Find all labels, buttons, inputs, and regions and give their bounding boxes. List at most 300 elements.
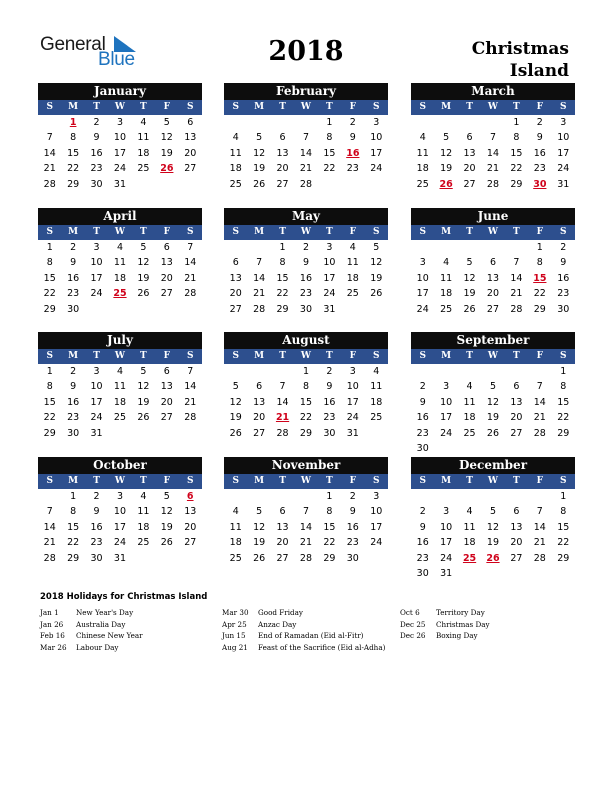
day-cell: 11	[137, 132, 150, 144]
holiday-date: Mar 30	[222, 608, 249, 617]
day-cell: 11	[463, 521, 476, 533]
day-cell: 26	[370, 288, 383, 300]
day-cell: 22	[67, 537, 80, 549]
day-cell: 17	[113, 521, 127, 533]
day-cell: 19	[486, 537, 500, 549]
month-november	[224, 457, 388, 566]
holiday-day-cell: 26	[160, 163, 174, 175]
day-cell: 7	[187, 366, 194, 377]
day-cell: 8	[302, 381, 309, 393]
day-cell: 1	[326, 117, 333, 128]
holiday-date: Jan 26	[40, 619, 64, 629]
day-cell: 26	[463, 303, 476, 315]
weekday-header	[38, 100, 202, 115]
month-title: July	[38, 332, 202, 349]
day-cell: 14	[184, 257, 197, 269]
holiday-name: Feast of the Sacrifice (Eid al-Adha)	[258, 642, 386, 652]
day-cell: 13	[486, 272, 500, 284]
day-cell: 25	[137, 537, 150, 549]
empty-day-cell	[247, 489, 270, 504]
day-cell: 27	[229, 303, 242, 315]
day-cell: 31	[440, 567, 453, 579]
day-cell: 30	[557, 303, 570, 315]
month-february	[224, 83, 388, 192]
day-cell: 4	[443, 257, 450, 269]
day-cell: 21	[486, 163, 500, 175]
weekday-label: S	[419, 227, 426, 237]
day-cell: 8	[46, 257, 53, 269]
logo-text-blue: Blue	[98, 49, 135, 70]
day-cell: 15	[557, 396, 570, 408]
empty-day-cell	[434, 364, 457, 379]
day-cell: 20	[229, 288, 242, 300]
day-cell: 13	[184, 132, 197, 144]
day-cell: 14	[43, 147, 56, 159]
day-cell: 20	[510, 412, 523, 424]
day-cell: 18	[113, 272, 127, 284]
day-cell: 10	[557, 132, 570, 144]
weekday-label: M	[68, 227, 79, 237]
weekday-label: W	[300, 476, 312, 486]
holiday-day-cell: 21	[275, 412, 290, 424]
day-cell: 17	[416, 288, 429, 300]
day-cell: 21	[533, 412, 546, 424]
day-cell: 21	[43, 163, 56, 175]
holiday-row	[400, 619, 490, 631]
empty-day-cell	[434, 489, 457, 504]
day-cell: 15	[557, 521, 570, 533]
weekday-label: F	[536, 351, 544, 361]
day-cell: 25	[440, 303, 453, 315]
day-cell: 8	[326, 132, 333, 144]
day-grid	[38, 489, 202, 566]
day-cell: 15	[43, 272, 56, 284]
empty-day-cell	[247, 364, 270, 379]
holiday-day-cell: 26	[486, 552, 500, 564]
day-cell: 11	[440, 272, 453, 284]
day-cell: 31	[346, 427, 359, 439]
day-cell: 3	[93, 366, 100, 377]
weekday-label: S	[372, 476, 380, 486]
day-cell: 14	[486, 147, 500, 159]
day-cell: 5	[373, 242, 380, 253]
day-cell: 10	[346, 381, 359, 393]
weekday-label: S	[46, 476, 53, 486]
day-cell: 11	[346, 257, 359, 269]
weekday-label: S	[46, 351, 53, 361]
day-cell: 18	[346, 272, 359, 284]
day-cell: 15	[323, 147, 336, 159]
day-cell: 1	[70, 491, 77, 502]
day-cell: 17	[346, 396, 359, 408]
day-cell: 24	[440, 552, 453, 564]
weekday-header	[38, 349, 202, 364]
day-cell: 9	[93, 506, 100, 518]
empty-day-cell	[505, 240, 528, 255]
day-grid	[224, 364, 388, 441]
day-cell: 22	[533, 288, 546, 300]
day-cell: 28	[276, 427, 289, 439]
empty-day-cell	[481, 364, 504, 379]
weekday-label: T	[513, 351, 520, 361]
empty-day-cell	[247, 115, 270, 130]
day-cell: 8	[326, 506, 333, 518]
empty-day-cell	[294, 489, 317, 504]
day-cell: 23	[416, 427, 429, 439]
day-cell: 24	[323, 288, 336, 300]
day-cell: 20	[184, 521, 197, 533]
day-cell: 29	[323, 552, 336, 564]
weekday-label: T	[140, 102, 147, 112]
day-cell: 6	[513, 506, 520, 518]
day-cell: 10	[440, 396, 453, 408]
day-cell: 5	[163, 491, 170, 502]
holiday-list-title: 2018 Holidays for Christmas Island	[40, 592, 208, 602]
day-cell: 9	[326, 381, 333, 393]
day-cell: 23	[416, 552, 429, 564]
day-cell: 4	[116, 366, 123, 377]
empty-day-cell	[528, 489, 551, 504]
day-cell: 1	[536, 242, 543, 253]
holiday-day-cell: 30	[533, 178, 547, 190]
weekday-label: F	[163, 351, 171, 361]
day-cell: 29	[557, 427, 570, 439]
day-cell: 1	[279, 242, 286, 253]
month-december	[411, 457, 575, 581]
day-cell: 22	[557, 412, 570, 424]
weekday-label: M	[68, 476, 79, 486]
day-cell: 23	[90, 163, 103, 175]
day-cell: 5	[256, 132, 263, 144]
day-cell: 3	[419, 257, 426, 269]
day-cell: 16	[67, 272, 80, 284]
day-cell: 13	[160, 257, 173, 269]
day-cell: 12	[160, 506, 173, 518]
day-cell: 22	[43, 412, 56, 424]
weekday-label: T	[326, 102, 333, 112]
weekday-label: M	[68, 351, 79, 361]
day-cell: 26	[160, 537, 173, 549]
day-cell: 6	[279, 506, 286, 518]
day-grid	[411, 115, 575, 192]
country-name	[472, 38, 569, 82]
empty-day-cell	[411, 115, 434, 130]
holiday-date: Feb 16	[40, 631, 65, 640]
weekday-header	[224, 100, 388, 115]
weekday-label: T	[140, 476, 147, 486]
month-title: May	[224, 208, 388, 225]
day-cell: 30	[299, 303, 313, 315]
day-cell: 21	[253, 288, 266, 300]
empty-day-cell	[528, 364, 551, 379]
weekday-label: M	[68, 102, 79, 112]
empty-day-cell	[38, 115, 61, 130]
month-january	[38, 83, 202, 192]
day-cell: 3	[560, 117, 567, 128]
day-cell: 7	[46, 132, 53, 144]
day-cell: 2	[302, 242, 309, 253]
day-cell: 27	[160, 288, 173, 300]
weekday-header	[224, 474, 388, 489]
day-cell: 2	[419, 506, 426, 518]
day-cell: 4	[466, 506, 473, 518]
day-cell: 8	[70, 506, 77, 518]
weekday-label: W	[300, 351, 312, 361]
day-cell: 5	[140, 242, 147, 253]
month-title: October	[38, 457, 202, 474]
day-cell: 7	[536, 506, 543, 518]
day-cell: 5	[489, 506, 496, 518]
day-cell: 30	[67, 427, 80, 439]
day-cell: 9	[349, 132, 356, 144]
day-cell: 11	[113, 381, 127, 393]
day-cell: 3	[443, 381, 450, 393]
day-cell: 12	[160, 132, 173, 144]
day-cell: 6	[513, 381, 520, 393]
weekday-label: M	[441, 351, 452, 361]
day-cell: 21	[533, 537, 546, 549]
day-cell: 6	[279, 132, 286, 144]
day-cell: 18	[113, 396, 127, 408]
holiday-row	[40, 642, 143, 654]
day-cell: 18	[229, 537, 242, 549]
day-cell: 13	[463, 147, 476, 159]
day-cell: 14	[533, 521, 546, 533]
weekday-label: W	[114, 476, 126, 486]
day-cell: 31	[323, 303, 336, 315]
day-cell: 31	[113, 178, 127, 190]
day-cell: 2	[93, 491, 100, 502]
holiday-row	[40, 607, 143, 619]
empty-day-cell	[224, 240, 247, 255]
empty-day-cell	[458, 115, 481, 130]
day-cell: 24	[370, 537, 383, 549]
day-cell: 3	[373, 491, 380, 502]
weekday-label: F	[536, 102, 544, 112]
empty-day-cell	[271, 115, 294, 130]
holiday-name: Australia Day	[76, 619, 126, 629]
day-cell: 12	[370, 257, 383, 269]
day-cell: 5	[443, 132, 450, 144]
day-cell: 9	[302, 257, 309, 269]
day-cell: 6	[489, 257, 496, 269]
day-cell: 12	[253, 147, 266, 159]
weekday-label: T	[466, 102, 473, 112]
day-grid	[38, 115, 202, 192]
day-cell: 11	[370, 381, 383, 393]
empty-day-cell	[411, 364, 434, 379]
day-cell: 19	[253, 163, 266, 175]
day-cell: 12	[229, 396, 242, 408]
day-cell: 1	[46, 242, 53, 253]
weekday-label: M	[441, 227, 452, 237]
day-cell: 24	[90, 288, 103, 300]
day-cell: 28	[533, 552, 546, 564]
day-cell: 27	[510, 552, 523, 564]
day-cell: 9	[536, 132, 543, 144]
day-cell: 14	[299, 521, 313, 533]
day-cell: 20	[253, 412, 266, 424]
weekday-label: W	[487, 351, 499, 361]
day-cell: 18	[137, 147, 150, 159]
day-cell: 7	[302, 506, 309, 518]
holiday-day-cell: 16	[346, 147, 360, 159]
holiday-date: Apr 25	[222, 619, 247, 629]
weekday-label: T	[140, 351, 147, 361]
holiday-list	[40, 592, 580, 652]
day-cell: 7	[536, 381, 543, 393]
day-cell: 17	[370, 521, 383, 533]
weekday-label: T	[93, 227, 100, 237]
day-cell: 3	[373, 117, 380, 128]
day-cell: 22	[67, 163, 80, 175]
day-cell: 16	[299, 272, 313, 284]
day-cell: 18	[137, 521, 150, 533]
holiday-column	[400, 607, 490, 642]
weekday-label: W	[487, 102, 499, 112]
day-cell: 28	[184, 412, 197, 424]
day-cell: 9	[560, 257, 567, 269]
weekday-label: M	[254, 476, 265, 486]
day-cell: 7	[302, 132, 309, 144]
day-cell: 2	[326, 366, 333, 377]
day-cell: 6	[187, 117, 194, 128]
day-cell: 4	[140, 491, 147, 502]
day-cell: 25	[346, 288, 359, 300]
day-cell: 1	[560, 491, 567, 502]
day-cell: 4	[419, 132, 426, 144]
empty-day-cell	[505, 364, 528, 379]
day-cell: 8	[560, 506, 567, 518]
day-cell: 8	[560, 381, 567, 393]
day-cell: 1	[46, 366, 53, 377]
day-cell: 18	[229, 163, 242, 175]
month-august	[224, 332, 388, 441]
day-grid	[224, 489, 388, 566]
weekday-label: T	[93, 351, 100, 361]
day-cell: 20	[184, 147, 197, 159]
day-cell: 4	[232, 506, 239, 518]
day-cell: 7	[256, 257, 263, 269]
day-cell: 30	[416, 567, 429, 579]
day-grid	[38, 364, 202, 441]
day-cell: 24	[557, 163, 570, 175]
day-cell: 22	[557, 537, 570, 549]
day-cell: 16	[416, 412, 429, 424]
weekday-label: S	[232, 102, 239, 112]
day-cell: 19	[160, 147, 173, 159]
weekday-label: T	[466, 227, 473, 237]
day-cell: 4	[116, 242, 123, 253]
weekday-label: T	[326, 351, 333, 361]
weekday-label: T	[513, 227, 520, 237]
holiday-date: Oct 6	[400, 608, 420, 617]
day-cell: 4	[140, 117, 147, 128]
weekday-label: W	[487, 227, 499, 237]
holiday-row	[400, 607, 490, 619]
day-cell: 23	[67, 412, 80, 424]
day-cell: 28	[533, 427, 546, 439]
day-cell: 27	[463, 178, 476, 190]
day-cell: 23	[90, 537, 103, 549]
day-cell: 25	[416, 178, 429, 190]
holiday-day-cell: 15	[533, 272, 547, 284]
month-september	[411, 332, 575, 456]
day-cell: 30	[90, 178, 103, 190]
weekday-label: M	[254, 351, 265, 361]
day-cell: 27	[276, 178, 289, 190]
weekday-label: F	[349, 102, 357, 112]
day-cell: 24	[113, 163, 127, 175]
day-cell: 28	[43, 552, 56, 564]
day-cell: 27	[184, 537, 197, 549]
day-cell: 12	[440, 147, 453, 159]
day-cell: 23	[323, 412, 336, 424]
day-cell: 23	[533, 163, 546, 175]
weekday-label: T	[326, 476, 333, 486]
weekday-label: W	[300, 102, 312, 112]
day-cell: 17	[370, 147, 383, 159]
day-cell: 16	[557, 272, 570, 284]
holiday-row	[222, 607, 385, 619]
day-cell: 20	[160, 272, 173, 284]
weekday-label: S	[419, 351, 426, 361]
day-grid	[411, 364, 575, 456]
day-cell: 18	[440, 288, 453, 300]
day-cell: 28	[510, 303, 523, 315]
day-cell: 26	[253, 178, 266, 190]
day-cell: 18	[416, 163, 429, 175]
empty-day-cell	[434, 240, 457, 255]
weekday-label: F	[349, 227, 357, 237]
weekday-label: S	[559, 351, 567, 361]
day-cell: 20	[160, 396, 173, 408]
day-cell: 7	[489, 132, 496, 144]
day-cell: 2	[349, 491, 356, 502]
day-cell: 5	[256, 506, 263, 518]
weekday-label: T	[93, 476, 100, 486]
weekday-label: S	[232, 227, 239, 237]
day-cell: 17	[113, 147, 127, 159]
weekday-label: M	[441, 102, 452, 112]
day-cell: 10	[370, 132, 383, 144]
holiday-name: Anzac Day	[258, 619, 297, 629]
holiday-name: Territory Day	[436, 608, 485, 617]
weekday-label: M	[254, 102, 265, 112]
month-october	[38, 457, 202, 566]
country-name-line1: Christmas	[471, 39, 569, 59]
month-june	[411, 208, 575, 317]
day-cell: 5	[163, 117, 170, 128]
day-cell: 2	[349, 117, 356, 128]
day-cell: 23	[346, 537, 359, 549]
weekday-label: W	[114, 102, 126, 112]
day-cell: 8	[279, 257, 286, 269]
weekday-header	[411, 474, 575, 489]
holiday-column	[222, 607, 385, 653]
weekday-label: S	[232, 476, 239, 486]
weekday-label: T	[140, 227, 147, 237]
day-grid	[224, 240, 388, 317]
holiday-row	[222, 630, 385, 642]
day-grid	[411, 489, 575, 581]
day-cell: 11	[463, 396, 476, 408]
day-cell: 14	[299, 147, 313, 159]
day-cell: 27	[486, 303, 500, 315]
holiday-date: Mar 26	[40, 642, 67, 652]
day-cell: 24	[370, 163, 383, 175]
day-cell: 16	[323, 396, 336, 408]
